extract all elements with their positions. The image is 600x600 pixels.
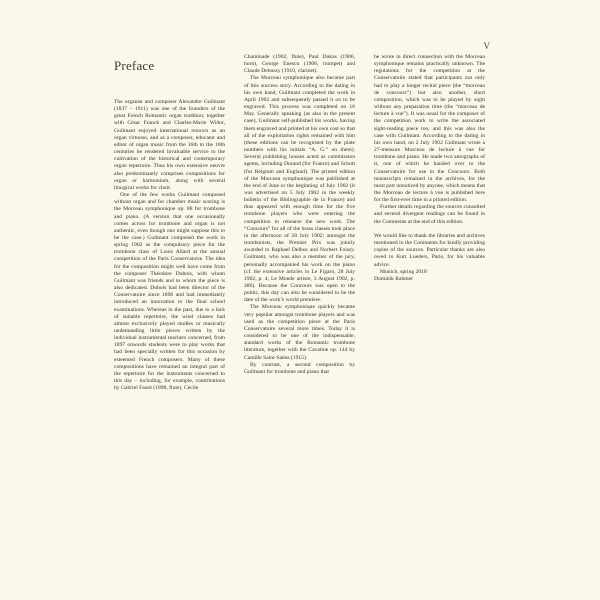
paragraph: The organist and composer Alexandre Guilmant (1837 – 1911) was one of the founders of the great French Romantic organ tradition; together with César Franck and Charles-Marie Widor, Guilmant enjoyed international renown as an organ virtuoso, and as a composer, educator and editor of organ music from the 16th to the 18th centuries he rendered invaluable service to the cultivation of the historical and contemporary organ repertoire. Thus his own extensive oeuvre also predominantly comprises compositions for organ or harmonium, along with several liturgical works for choir. [114, 99, 225, 191]
signature-author: Dominik Rahmer [374, 275, 413, 282]
paragraph: Chaminade (1902, flute), Paul Dukas (1906, horn), George Enescu (1906, trumpet) and Claude Debussy (1910, clarinet). [244, 54, 355, 75]
page-title: Preface [114, 58, 155, 73]
paragraph: The Morceau symphonique quickly became very popular amongst trombone players and was used as the competition piece at the Paris Conservatoire several more times. Today it is considered to be one of the indispensable, standard works of the Romantic trombone literature, together with the Cavatine op. 144 by Camille Saint-Saëns (1915). [244, 304, 355, 361]
paragraph: he wrote in direct connection with the Morceau symphonique remains practically unknown. The regulations for the competition at the Conservatoire stated that participants not only had to play a longer recital piece (the “morceau de concours”) but also another, short composition, which was to be played by sight without any preparation time (the “morceau de lecture à vue”). It was usual for the composer of the competition work to write the associated sight-reading piece too, and this was also the case with Guilmant. According to the dating in his own hand, on 2 July 1902 Guilmant wrote a 27-measure Morceau de lecture à vue for trombone and piano. He made two autographs of it, one of which he handed over to the Conservatoire for use in the Concours. Both manuscripts remained in the archives, for the most part unnoticed by anyone, which means that the Morceau de lecture à vue is published here for the first-ever time in a printed edition. [374, 54, 485, 204]
paragraph: One of the few works Guilmant composed without organ and for chamber music scoring is the Morceau symphonique op. 88 for trombone and piano. (A version that one occasionally comes across for trombone and organ is not authentic, even though one might suppose this to be the case.) Guilmant composed the work in spring 1902 as the compulsory piece for the trombone class of Louis Allard at the annual competition of the Paris Conservatoire. The idea for the composition might well have come from the composer Théodore Dubois, with whom Guilmant was friends and to whom the piece is also dedicated. Dubois had been director of the Conservatoire since 1896 and had immediately introduced an innovation to the final school examinations. Whereas in the past, due to a lack of suitable repertoire, the wind classes had almost exclusively played studies or musically undemanding little pieces written by the individual instrumental teachers concerned, from 1897 onwards students were to play works that had been specially written for this occasion by esteemed French composers. Many of these compositions have remained an integral part of the repertoire for the instruments concerned to this day – including, for example, contributions by Gabriel Fauré (1898, flute), Cécile [114, 192, 225, 392]
text-column-1 [114, 99, 225, 392]
paragraph: We would like to thank the libraries and archives mentioned in the Comments for kindly providing copies of the sources. Particular thanks are also owed to Kurt Lueders, Paris, for his valuable advice. [374, 232, 485, 268]
paragraph: Further details regarding the sources consulted and several divergent readings can be found in the Comments at the end of this edition. [374, 204, 485, 225]
text-column-2 [244, 54, 355, 376]
text-column-3 [374, 54, 485, 283]
signature-place-date: Munich, spring 2018 [380, 268, 427, 275]
paragraph: The Morceau symphonique also became part of this success story. According to the dating in his own hand, Guilmant completed the work in April 1902 and subsequently passed it on to be engraved. This process was completed on 16 May. Generally speaking (as also in the present case), Guilmant self-published his works, having them engraved and printed at his own cost so that all of the exploitation rights remained with him (these editions can be recognised by the plate numbers with his initials “A. G.” on them). Several publishing houses acted as commission agents, including Durand (for France) and Schott (for Belgium and England). The printed edition of the Morceau symphonique was published at the end of June or the beginning of July 1902 (it was advertised on 5 July 1902 in the weekly bulletin of the Bibliographie de la France) and thus appeared with enough time for the five trombone players who were entering the competition to rehearse the new work. The “Concours” for all of the brass classes took place in the afternoon of 28 July 1902; amongst the trombonists, the Premier Prix was jointly awarded to Raphael Delbos and Norbert Foissy. Guilmant, who was also a member of the jury, personally accompanied his work on the piano (cf. the extensive articles in Le Figaro, 28 July 1902, p. 4; Le Monde artiste, 3 August 1902, p. 486). Because the Concours was open to the public, this day can also be considered to be the date of the work’s world premiere. [244, 75, 355, 304]
page-number: V [483, 41, 490, 51]
paragraph: By contrast, a second composition by Guilmant for trombone and piano that [244, 361, 355, 375]
